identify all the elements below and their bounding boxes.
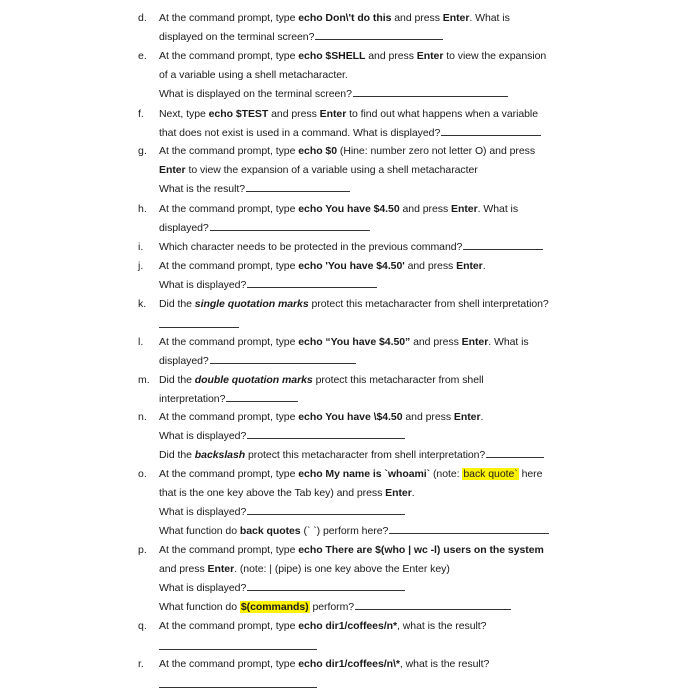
question-text: Did the double quotation marks protect this metacharacter from shell <box>159 374 484 386</box>
question-text: At the command prompt, type echo 'You have $4.50' and press Enter. <box>159 260 486 272</box>
answer-blank[interactable] <box>247 437 405 439</box>
question-text: What is displayed? <box>159 276 377 295</box>
answer-blank[interactable] <box>463 248 543 250</box>
question-text: Next, type echo $TEST and press Enter to find out what happens when a variable <box>159 108 538 120</box>
highlighted-text: $(commands) <box>240 601 309 613</box>
question-label: l. <box>138 336 144 348</box>
question-text: What is displayed on the terminal screen? <box>159 85 508 104</box>
answer-blank[interactable] <box>441 134 541 136</box>
question-text: displayed on the terminal screen? <box>159 28 443 47</box>
answer-blank[interactable] <box>210 362 356 364</box>
question-text: At the command prompt, type echo “You have $4.50” and press Enter. What is <box>159 336 529 348</box>
question-label: j. <box>138 260 144 272</box>
question-text: At the command prompt, type echo My name is `whoami` (note: back quote` here <box>159 468 543 480</box>
question-label: o. <box>138 468 147 480</box>
question-text: At the command prompt, type echo dir1/coffees/n\*, what is the result? <box>159 658 490 670</box>
question-text: At the command prompt, type echo There are $(who | wc -l) users on the system <box>159 544 544 556</box>
question-text: At the command prompt, type echo dir1/coffees/n*, what is the result? <box>159 620 487 632</box>
question-label: e. <box>138 50 147 62</box>
question-text: At the command prompt, type echo Don\'t do this and press Enter. What is <box>159 12 510 24</box>
question-text: What is the result? <box>159 180 350 199</box>
answer-blank[interactable] <box>247 589 405 591</box>
question-text: At the command prompt, type echo You have $4.50 and press Enter. What is <box>159 203 519 215</box>
question-text: Did the single quotation marks protect this metacharacter from shell interpretation? <box>159 298 549 310</box>
question-text: At the command prompt, type echo $0 (Hine: number zero not letter O) and press <box>159 145 536 157</box>
question-text: What is displayed? <box>159 427 405 446</box>
question-text: What is displayed? <box>159 503 405 522</box>
question-text: and press Enter. (note: | (pipe) is one key above the Enter key) <box>159 563 450 575</box>
question-text: displayed? <box>159 352 356 371</box>
question-text: of a variable using a shell metacharacter. <box>159 69 348 81</box>
question-label: p. <box>138 544 147 556</box>
question-text: that does not exist is used in a command. What is displayed? <box>159 124 541 143</box>
question-label: k. <box>138 298 147 310</box>
answer-blank[interactable] <box>159 326 239 328</box>
question-label: g. <box>138 145 147 157</box>
answer-blank[interactable] <box>355 608 511 610</box>
question-label: i. <box>138 241 144 253</box>
answer-blank[interactable] <box>159 648 317 650</box>
question-label: q. <box>138 620 147 632</box>
answer-blank[interactable] <box>247 286 377 288</box>
question-label: m. <box>138 374 150 386</box>
question-text: displayed? <box>159 219 370 238</box>
answer-blank[interactable] <box>247 513 405 515</box>
question-text: What is displayed? <box>159 579 405 598</box>
question-label: r. <box>138 658 144 670</box>
highlighted-text: back quote` <box>463 468 518 480</box>
answer-blank[interactable] <box>389 532 549 534</box>
answer-blank[interactable] <box>486 456 544 458</box>
question-text: At the command prompt, type echo $SHELL and press Enter to view the expansion <box>159 50 547 62</box>
question-text: What function do back quotes (` `) perform here? <box>159 522 549 541</box>
answer-blank[interactable] <box>210 229 370 231</box>
question-text: Which character needs to be protected in the previous command? <box>159 238 543 257</box>
question-label: n. <box>138 411 147 423</box>
question-label: d. <box>138 12 147 24</box>
answer-blank[interactable] <box>353 95 508 97</box>
question-text: Did the backslash protect this metacharacter from shell interpretation? <box>159 446 544 465</box>
question-text: What function do $(commands) perform? <box>159 598 511 617</box>
question-text: Enter to view the expansion of a variable using a shell metacharacter <box>159 164 478 176</box>
question-text: that is the one key above the Tab key) and press Enter. <box>159 487 415 499</box>
question-label: f. <box>138 108 144 120</box>
answer-blank[interactable] <box>315 38 443 40</box>
question-text: At the command prompt, type echo You have \$4.50 and press Enter. <box>159 411 484 423</box>
answer-blank[interactable] <box>159 686 317 688</box>
question-text: interpretation? <box>159 390 298 409</box>
question-label: h. <box>138 203 147 215</box>
answer-blank[interactable] <box>226 400 298 402</box>
answer-blank[interactable] <box>246 190 350 192</box>
